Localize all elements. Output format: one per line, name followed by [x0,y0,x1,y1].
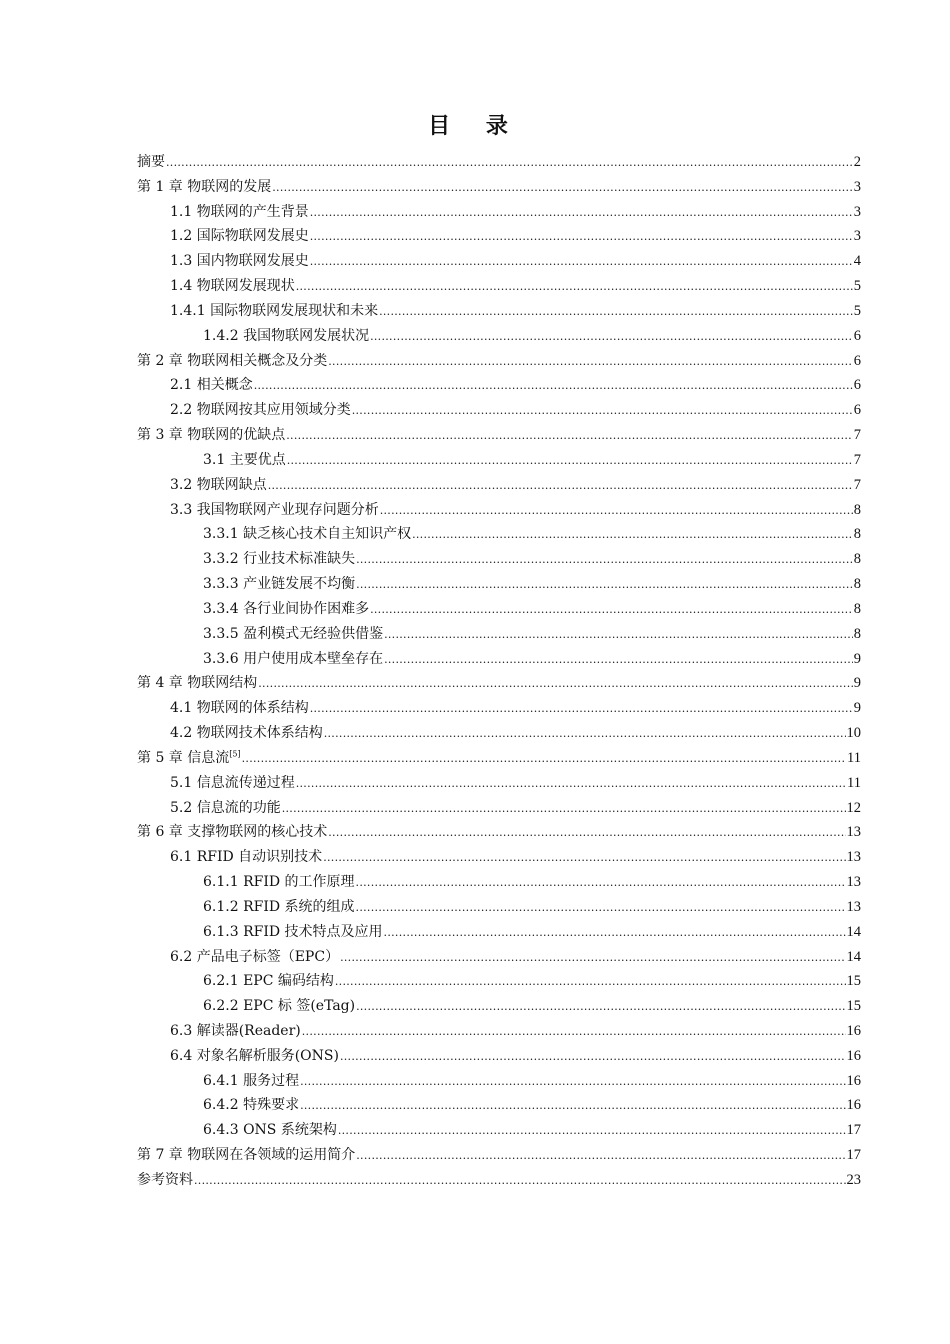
toc-page-number: 14 [846,948,861,965]
toc-entry-label-text: 5.1 信息流传递过程 [170,774,295,791]
toc-entry[interactable] [137,870,861,895]
toc-page-number: 8 [853,576,861,593]
toc-list [137,150,861,1193]
toc-entry-label [137,671,257,696]
toc-entry[interactable] [137,150,861,175]
toc-entry-label-text: 3.3 我国物联网产业现存问题分析 [170,501,379,518]
toc-dot-leader [328,820,845,846]
toc-entry-label-text: 1.4.1 国际物联网发展现状和未来 [170,302,379,319]
toc-entry-label [203,622,383,647]
toc-entry-label [170,373,253,398]
toc-entry[interactable] [137,845,861,870]
toc-dot-leader [340,945,845,971]
toc-entry[interactable] [137,746,861,771]
toc-dot-leader [310,224,853,250]
toc-entry-label-text: 1.4.2 我国物联网发展状况 [203,327,370,344]
toc-entry-label-text: 2.2 物联网按其应用领域分类 [170,402,351,419]
toc-entry[interactable] [137,498,861,523]
toc-entry-label-text: 6.4.3 ONS 系统架构 [203,1122,337,1139]
toc-dot-leader [310,249,853,275]
toc-entry[interactable] [137,1118,861,1143]
toc-entry[interactable] [137,274,861,299]
toc-page-number: 8 [853,526,861,543]
toc-page-number: 16 [846,1022,861,1039]
toc-entry-label-text: 第 5 章 信息流 [137,749,230,766]
toc-entry-label [170,398,351,423]
toc-dot-leader [384,920,846,946]
toc-entry-label-text: 第 6 章 支撑物联网的核心技术 [137,824,328,841]
toc-dot-leader [282,796,846,822]
toc-page-number: 3 [853,178,861,195]
toc-page-number: 9 [853,700,861,717]
toc-page-number: 23 [846,1171,861,1188]
toc-entry-label-text: 6.3 解读器(Reader) [170,1022,301,1039]
toc-page-number: 15 [846,973,861,990]
toc-entry[interactable] [137,423,861,448]
toc-page-number: 7 [853,427,861,444]
toc-entry[interactable] [137,597,861,622]
toc-entry[interactable] [137,796,861,821]
toc-dot-leader [356,572,853,598]
toc-entry-label [137,175,271,200]
toc-page-number: 9 [853,675,861,692]
toc-entry[interactable] [137,994,861,1019]
toc-dot-leader [356,994,845,1020]
toc-entry-label-text: 摘要 [137,154,165,170]
toc-entry-label-text: 第 2 章 物联网相关概念及分类 [137,352,328,369]
toc-entry[interactable] [137,349,861,374]
toc-page-number: 7 [853,451,861,468]
toc-dot-leader [338,1118,846,1144]
toc-dot-leader [335,969,846,995]
citation-marker: [5] [229,749,241,759]
toc-entry-label-text: 第 7 章 物联网在各领域的运用简介 [137,1147,356,1164]
toc-dot-leader [370,324,853,350]
toc-entry[interactable] [137,324,861,349]
toc-page-number: 3 [853,228,861,245]
toc-entry[interactable] [137,1069,861,1094]
toc-dot-leader [356,547,853,573]
toc-entry[interactable] [137,1093,861,1118]
toc-entry-label [170,249,309,274]
toc-dot-leader [166,150,853,176]
toc-page-number: 9 [853,650,861,667]
toc-entry-label-text: 6.1.2 RFID 系统的组成 [203,898,355,915]
toc-page-number: 6 [853,377,861,394]
toc-dot-leader [356,1143,845,1169]
toc-page-number: 16 [846,1097,861,1114]
toc-entry-label-text: 6.2.2 EPC 标 签(eTag) [203,998,356,1015]
toc-dot-leader [384,622,853,648]
toc-entry-label-text: 6.4.2 特殊要求 [203,1097,300,1114]
toc-entry-label [170,945,339,970]
toc-entry-label-text: 3.3.5 盈利模式无经验供借鉴 [203,625,384,642]
toc-dot-leader [287,448,853,474]
toc-dot-leader [356,870,846,896]
toc-entry[interactable] [137,175,861,200]
toc-entry-label [170,224,309,249]
toc-page-number: 15 [846,998,861,1015]
toc-entry[interactable] [137,299,861,324]
toc-dot-leader [296,274,853,300]
toc-entry-label-text: 6.4.1 服务过程 [203,1072,300,1089]
toc-entry-label [203,547,355,572]
toc-entry-label-text: 1.3 国内物联网发展史 [170,253,309,270]
toc-entry-label [137,423,285,448]
toc-entry-label [170,845,322,870]
toc-entry[interactable] [137,920,861,945]
toc-entry[interactable] [137,1019,861,1044]
toc-entry[interactable] [137,200,861,225]
toc-entry-label-text: 4.2 物联网技术体系结构 [170,725,323,742]
toc-entry[interactable] [137,945,861,970]
toc-entry[interactable] [137,224,861,249]
toc-entry-label-text: 1.2 国际物联网发展史 [170,228,309,245]
toc-dot-leader [328,349,852,375]
toc-entry[interactable] [137,895,861,920]
toc-page-number: 6 [853,352,861,369]
toc-page-number: 13 [846,849,861,866]
toc-entry[interactable] [137,473,861,498]
toc-entry-label [203,1118,337,1143]
toc-entry-label [203,572,355,597]
toc-dot-leader [412,522,853,548]
toc-dot-leader [286,423,852,449]
toc-entry-label [137,820,327,845]
toc-entry-label [203,969,334,994]
toc-entry[interactable] [137,249,861,274]
toc-dot-leader [302,1019,846,1045]
toc-entry-label-text: 2.1 相关概念 [170,377,253,394]
toc-dot-leader [352,398,853,424]
toc-entry-label [203,920,383,945]
toc-entry-label-text: 5.2 信息流的功能 [170,799,281,816]
toc-dot-leader [272,175,852,201]
toc-entry-label [170,200,309,225]
toc-entry-label-text: 6.1.3 RFID 技术特点及应用 [203,923,383,940]
toc-dot-leader [384,647,853,673]
toc-dot-leader [300,1093,845,1119]
toc-page-number: 6 [853,402,861,419]
toc-entry-label [170,721,323,746]
toc-page-number: 12 [846,799,861,816]
toc-entry-label-text: 3.3.1 缺乏核心技术自主知识产权 [203,526,412,543]
toc-entry[interactable] [137,721,861,746]
toc-page-number: 13 [846,824,861,841]
toc-dot-leader [300,1069,845,1095]
toc-entry[interactable] [137,373,861,398]
toc-entry-label-text: 第 4 章 物联网结构 [137,675,258,692]
toc-entry-label [170,696,309,721]
toc-entry-label-text: 1.4 物联网发展现状 [170,278,295,295]
toc-entry-label-text: 3.2 物联网缺点 [170,476,267,493]
toc-entry[interactable] [137,1044,861,1069]
toc-page-number: 7 [853,476,861,493]
toc-entry[interactable] [137,1168,861,1193]
toc-entry-label-text: 第 1 章 物联网的发展 [137,178,272,195]
toc-entry-label [203,597,369,622]
toc-page-number: 4 [853,253,861,270]
toc-dot-leader [254,373,853,399]
toc-dot-leader [370,597,853,623]
toc-dot-leader [379,299,853,325]
toc-page-number: 13 [846,874,861,891]
toc-entry-label-text: 4.1 物联网的体系结构 [170,700,309,717]
toc-entry[interactable] [137,647,861,672]
toc-entry-label [137,746,241,771]
toc-page-number: 14 [846,923,861,940]
toc-entry-label-text: 1.1 物联网的产生背景 [170,203,309,220]
toc-dot-leader [194,1168,846,1194]
toc-entry-label [203,324,369,349]
toc-entry-label-text: 参考资料 [137,1171,193,1188]
toc-entry-label-text: 第 3 章 物联网的优缺点 [137,427,286,444]
toc-entry[interactable] [137,696,861,721]
toc-entry-label [170,796,281,821]
toc-entry[interactable] [137,969,861,994]
toc-entry-label [203,522,411,547]
toc-entry-label [137,1143,355,1168]
toc-entry-label-text: 3.3.2 行业技术标准缺失 [203,551,356,568]
toc-entry-label [203,895,355,920]
toc-entry[interactable] [137,671,861,696]
toc-page-number: 3 [853,203,861,220]
toc-entry-label [170,1019,301,1044]
toc-entry-label [170,274,295,299]
toc-dot-leader [340,1044,846,1070]
toc-dot-leader [296,771,846,797]
toc-entry-label-text: 6.2 产品电子标签（EPC） [170,948,340,965]
toc-entry-label [137,150,165,175]
toc-page-number: 5 [853,278,861,295]
toc-entry[interactable] [137,572,861,597]
toc-page-number: 13 [846,898,861,915]
toc-entry-label [203,870,355,895]
toc-entry-label [203,1093,299,1118]
toc-entry-label-text: 6.1.1 RFID 的工作原理 [203,874,355,891]
toc-entry-label [170,1044,339,1069]
toc-page-number: 10 [846,725,861,742]
toc-title: 目 录 [428,114,522,139]
toc-dot-leader [310,696,853,722]
toc-entry-label-text: 3.3.6 用户使用成本壁垒存在 [203,650,384,667]
toc-page-number: 17 [846,1122,861,1139]
toc-entry-label [137,349,327,374]
toc-dot-leader [323,845,845,871]
toc-entry[interactable] [137,622,861,647]
toc-entry-label [203,1069,299,1094]
toc-dot-leader [242,746,846,772]
toc-entry-label-text: 3.3.3 产业链发展不均衡 [203,576,356,593]
toc-entry[interactable] [137,820,861,845]
toc-entry-label [203,647,383,672]
toc-page-number: 8 [853,501,861,518]
toc-entry-label [170,498,379,523]
toc-page-number: 2 [853,154,861,170]
toc-page-number: 11 [847,774,861,791]
toc-entry[interactable] [137,547,861,572]
toc-entry[interactable] [137,1143,861,1168]
toc-entry[interactable] [137,522,861,547]
toc-dot-leader [310,200,853,226]
toc-entry-label [203,994,355,1019]
toc-entry-label [137,1168,193,1193]
toc-entry[interactable] [137,398,861,423]
toc-entry-label-text: 6.2.1 EPC 编码结构 [203,973,334,990]
toc-dot-leader [324,721,846,747]
toc-entry-label [203,448,286,473]
toc-dot-leader [356,895,846,921]
toc-page-number: 8 [853,625,861,642]
toc-entry-label-text: 3.1 主要优点 [203,451,286,468]
toc-entry-label-text: 3.3.4 各行业间协作困难多 [203,600,370,617]
toc-entry-label [170,299,378,324]
toc-entry[interactable] [137,771,861,796]
toc-entry-label-text: 6.1 RFID 自动识别技术 [170,849,323,866]
toc-page-number: 16 [846,1072,861,1089]
toc-entry[interactable] [137,448,861,473]
toc-page-number: 8 [853,600,861,617]
toc-page-number: 8 [853,551,861,568]
toc-page-number: 11 [847,749,861,766]
toc-entry-label [170,771,295,796]
toc-dot-leader [258,671,852,697]
toc-page-number: 17 [846,1147,861,1164]
toc-entry-label-text: 6.4 对象名解析服务(ONS) [170,1047,339,1064]
toc-dot-leader [268,473,853,499]
toc-page-number: 16 [846,1047,861,1064]
toc-page-number: 6 [853,327,861,344]
toc-page-number: 5 [853,302,861,319]
toc-dot-leader [380,498,853,524]
toc-entry-label [170,473,267,498]
